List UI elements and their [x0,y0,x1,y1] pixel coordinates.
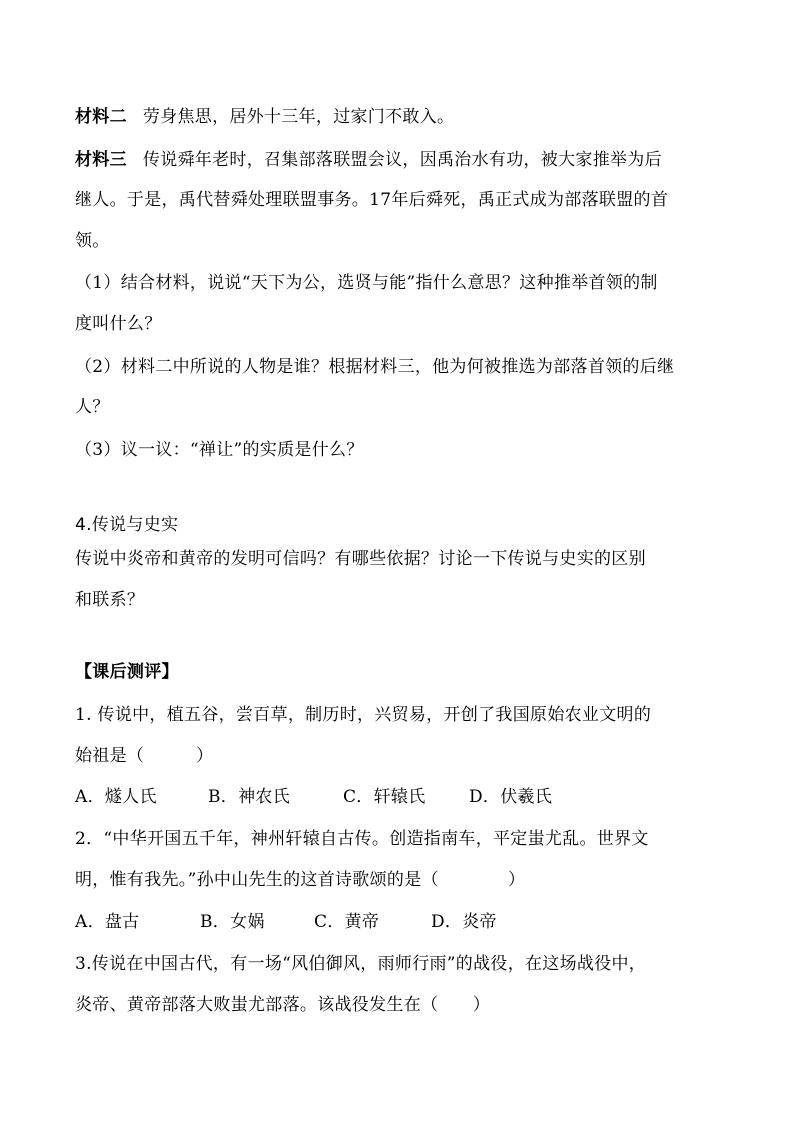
material-3-line-2: 继人。于是，禹代替舜处理联盟事务。17年后舜死，禹正式成为部落联盟的首 [75,190,669,210]
question-1-line-2: 度叫什么？ [75,314,162,334]
material-2-text: 劳身焦思，居外十三年，过家门不敢入。 [142,107,455,127]
item-1-option-c: C．轩辕氏 [343,787,426,807]
item-1-option-d: D．伏羲氏 [469,787,553,807]
question-3-line-1: （3）议一议：“禅让”的实质是什么？ [75,440,364,460]
item-2-stem-line-1: 2．“中华开国五千年，神州轩辕自古传。创造指南车，平定蚩尤乱。世界文 [75,829,649,849]
question-2-line-2: 人？ [75,397,110,417]
item-1-stem-line-1: 1. 传说中，植五谷，尝百草，制历时，兴贸易，开创了我国原始农业文明的 [75,705,652,725]
material-2-label: 材料二 [75,107,127,127]
material-3-line-3: 领。 [75,231,110,251]
item-2-option-b: B．女娲 [200,912,265,932]
item-1-options [75,786,552,808]
material-3-line-1 [75,149,662,171]
item-1-option-b: B．神农氏 [208,787,290,807]
material-2-line [75,106,454,128]
section-4-line-1: 传说中炎帝和黄帝的发明可信吗？有哪些依据？讨论一下传说与史实的区别 [75,549,646,569]
item-2-options [75,911,497,933]
item-2-stem-line-2: 明，惟有我先。”孙中山先生的这首诗歌颂的是（ ） [75,870,526,890]
section-4-title: 4.传说与史实 [75,515,179,535]
question-1-line-1: （1）结合材料，说说“天下为公，选贤与能”指什么意思？这种推举首领的制 [75,273,658,293]
item-2-option-c: C．黄帝 [314,912,380,932]
item-2-option-d: D．炎帝 [431,912,497,932]
item-1-stem-line-2: 始祖是（ ） [75,746,214,766]
material-3-label: 材料三 [75,150,127,170]
section-4-line-2: 和联系？ [75,590,145,610]
item-1-option-a: A．燧人氏 [75,787,157,807]
item-3-stem-line-2: 炎帝、黄帝部落大败蚩尤部落。该战役发生在（ ） [75,995,491,1015]
item-2-option-a: A．盘古 [75,912,140,932]
assessment-heading: 【课后测评】 [75,662,179,682]
item-3-stem-line-1: 3.传说在中国古代，有一场“风伯御风，雨师行雨”的战役，在这场战役中， [75,954,647,974]
material-3-text-1: 传说舜年老时，召集部落联盟会议，因禹治水有功，被大家推举为后 [142,150,662,170]
question-2-line-1: （2）材料二中所说的人物是谁？根据材料三，他为何被推选为部落首领的后继 [75,357,675,377]
